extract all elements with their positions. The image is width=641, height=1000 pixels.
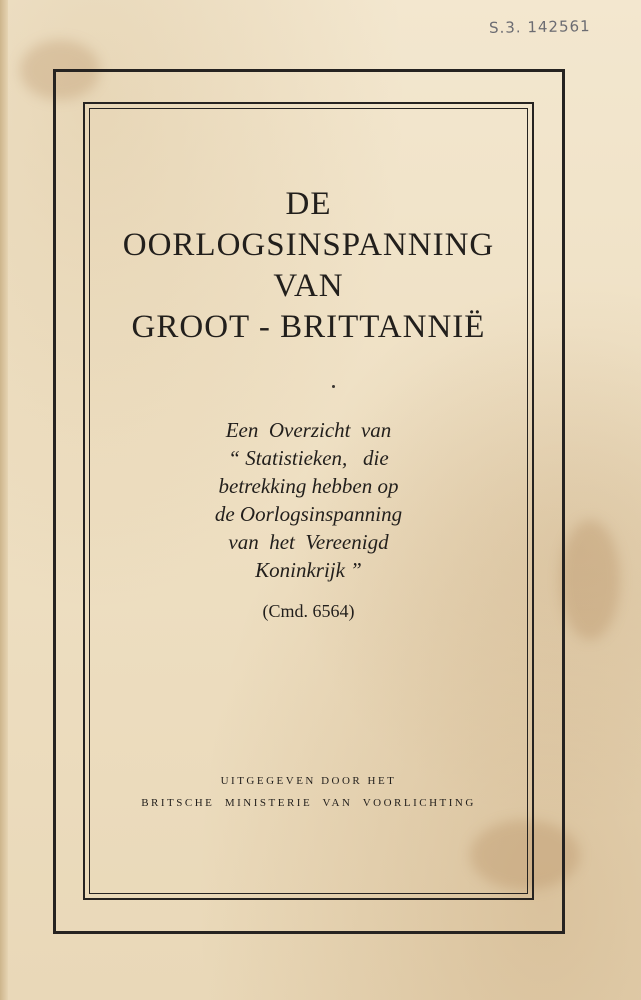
- age-stain: [560, 520, 620, 640]
- subtitle-line-1: Een Overzicht van: [225, 418, 392, 442]
- cover-content: [95, 108, 522, 814]
- title-line-3: VAN: [273, 268, 344, 304]
- command-paper-number: (Cmd. 6564): [262, 601, 355, 621]
- subtitle-line-6: Koninkrijk ”: [255, 558, 362, 582]
- subtitle-block: [95, 416, 522, 584]
- cover-spine-edge: [0, 0, 8, 1000]
- title-line-4: GROOT - BRITTANNIË: [131, 309, 486, 345]
- title-line-2: OORLOGSINSPANNING: [122, 227, 495, 263]
- subtitle-line-4: de Oorlogsinspanning: [214, 502, 403, 526]
- title-line-1: DE: [285, 186, 332, 222]
- publisher-block: [95, 770, 522, 814]
- subtitle-line-2: “ Statistieken, die: [228, 446, 389, 470]
- publisher-line-1: UITGEGEVEN DOOR HET: [220, 775, 397, 787]
- subtitle-line-3: betrekking hebben op: [218, 474, 399, 498]
- subtitle-line-5: van het Vereenigd: [228, 530, 389, 554]
- ornament-dot: [332, 385, 335, 388]
- publisher-line-2: BRITSCHE MINISTERIE VAN VOORLICHTING: [141, 797, 476, 809]
- handwritten-catalog-number: S.3. 142561: [489, 17, 592, 37]
